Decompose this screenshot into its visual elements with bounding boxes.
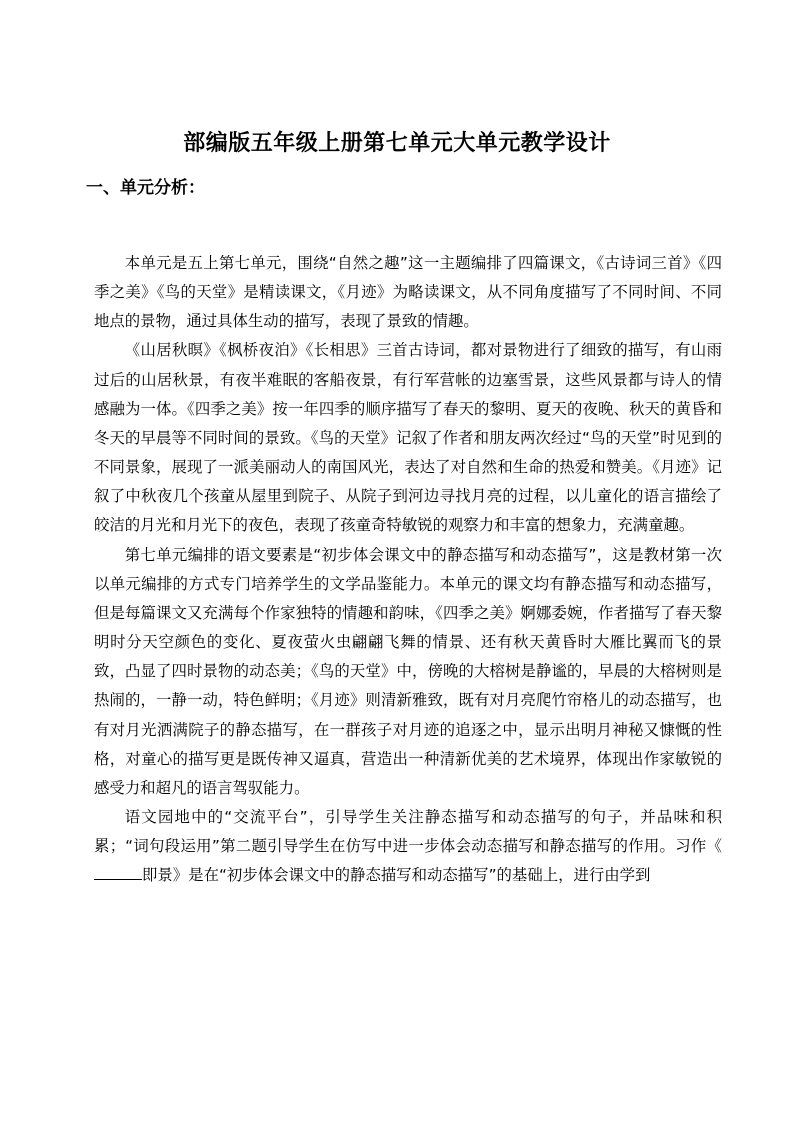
fill-in-blank (94, 865, 142, 880)
paragraph-4 (94, 803, 722, 890)
paragraph-4-part2: 即景》是在“初步体会课文中的静态描写和动态描写”的基础上，进行由学到 (142, 866, 651, 885)
paragraph-1: 本单元是五上第七单元，围绕“自然之趣”这一主题编排了四篇课文，《古诗词三首》《四季之美》《鸟的天堂》是精读课文，《月迹》为略读课文，从不同角度描写了不同时间、不同地点的景物，通过具体生动的描写，表现了景致的情趣。 (94, 254, 722, 331)
paragraph-2: 《山居秋暝》《枫桥夜泊》《长相思》三首古诗词，都对景物进行了细致的描写，有山雨过后的山居秋景，有夜半难眠的客船夜景，有行军营帐的边塞雪景，这些风景都与诗人的情感融为一体。《四季之美》按一年四季的顺序描写了春天的黎明、夏天的夜晚、秋天的黄昏和冬天的早晨等不同时间的景致。《鸟的天堂》记叙了作者和朋友两次经过“鸟的天堂”时见到的不同景象，展现了一派美丽动人的南国风光，表达了对自然和生命的热爱和赞美。《月迹》记叙了中秋夜几个孩童从屋里到院子、从院子到河边寻找月亮的过程，以儿童化的语言描绘了皎洁的月光和月光下的夜色，表现了孩童奇特敏锐的观察力和丰富的想象力，充满童趣。 (94, 341, 722, 535)
section-heading: 一、单元分析： (86, 178, 205, 198)
paragraph-4-part1: 语文园地中的“交流平台”，引导学生关注静态描写和动态描写的句子，并品味和积累；“词句段运用”第二题引导学生在仿写中进一步体会动态描写和静态描写的作用。习作《 (94, 807, 722, 856)
paragraph-3: 第七单元编排的语文要素是“初步体会课文中的静态描写和动态描写”，这是教材第一次以单元编排的方式专门培养学生的文学品鉴能力。本单元的课文均有静态描写和动态描写，但是每篇课文又充满每个作家独特的情趣和韵味，《四季之美》婀娜委婉，作者描写了春天黎明时分天空颜色的变化、夏夜萤火虫翩翩飞舞的情景、还有秋天黄昏时大雁比翼而飞的景致，凸显了四时景物的动态美；《鸟的天堂》中，傍晚的大榕树是静谧的，早晨的大榕树则是热闹的，一静一动，特色鲜明；《月迹》则清新雅致，既有对月亮爬竹帘格儿的动态描写，也有对月光洒满院子的静态描写，在一群孩子对月迹的追逐之中，显示出明月神秘又慷慨的性格，对童心的描写更是既传神又逼真，营造出一种清新优美的艺术境界，体现出作家敏锐的感受力和超凡的语言驾驭能力。 (94, 545, 722, 797)
document-title: 部编版五年级上册第七单元大单元教学设计 (183, 131, 611, 156)
document-body (94, 249, 722, 890)
